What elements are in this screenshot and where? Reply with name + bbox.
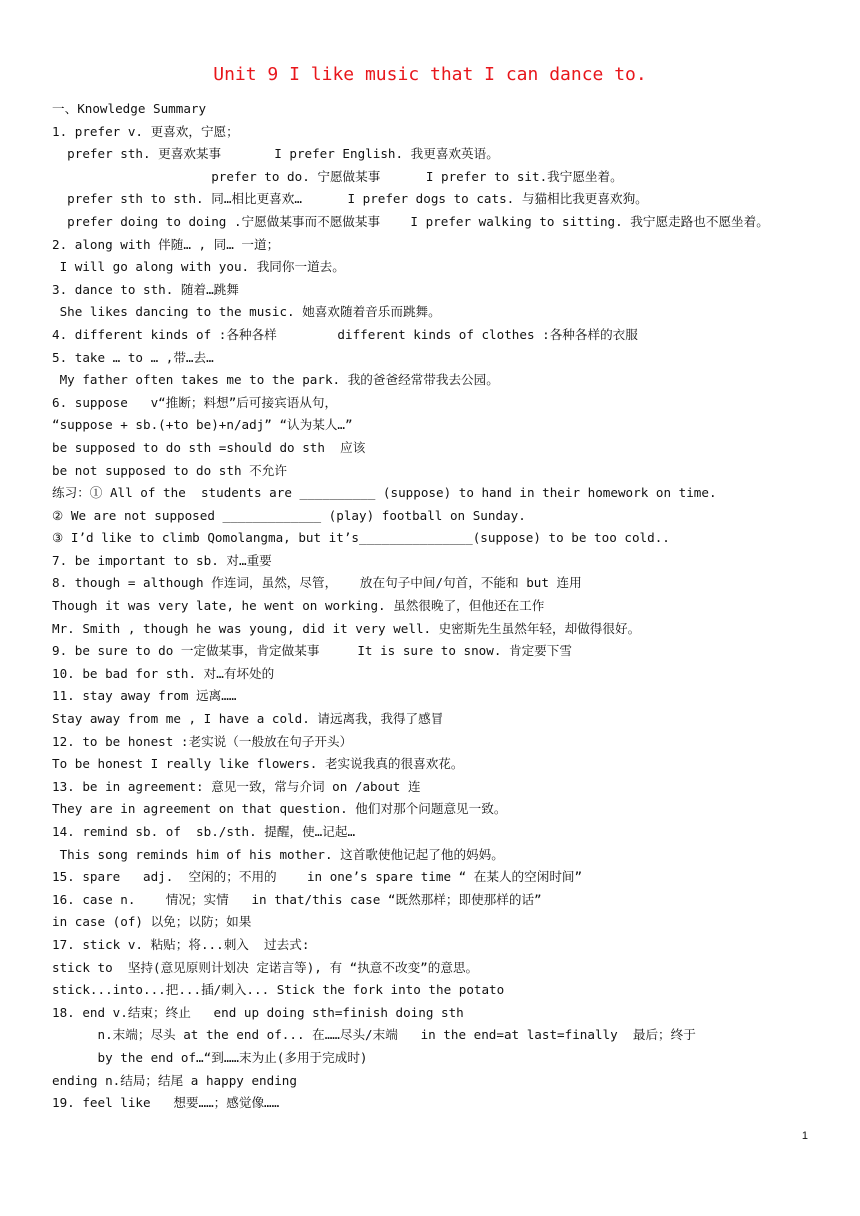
- text-line: in case (of) 以免；以防；如果: [52, 914, 252, 930]
- text-line: 4. different kinds of :各种各样 different kinds of clothes :各种各样的衣服: [52, 326, 638, 342]
- text-line: She likes dancing to the music. 她喜欢随着音乐而跳舞。: [52, 304, 441, 320]
- page-number: 1: [801, 1130, 808, 1142]
- text-line: “suppose + sb.(+to be)+n/adj” “认为某人…”: [52, 417, 353, 433]
- text-line: Though it was very late, he went on working. 虽然很晚了，但他还在工作: [52, 598, 545, 614]
- text-line: ending n.结局；结尾 a happy ending: [52, 1072, 297, 1088]
- text-line: 15. spare adj. 空闲的；不用的 in one’s spare time “ 在某人的空闲时间”: [52, 869, 583, 885]
- exercise-line: ③ I’d like to climb Qomolangma, but it’s_______________(suppose) to be too cold..: [52, 530, 670, 546]
- text-line: I will go along with you. 我同你一道去。: [52, 259, 345, 275]
- text-line: stick...into...把...插/刺入... Stick the fork into the potato: [52, 982, 505, 998]
- text-line: 13. be in agreement: 意见一致，常与介词 on /about 连: [52, 778, 421, 794]
- text-line: My father often takes me to the park. 我的爸爸经常带我去公园。: [52, 372, 499, 388]
- section-heading: 一、Knowledge Summary: [52, 101, 207, 116]
- text-line: 14. remind sb. of sb./sth. 提醒，使…记起…: [52, 824, 356, 839]
- text-line: prefer doing to doing .宁愿做某事而不愿做某事 I prefer walking to sitting. 我宁愿走路也不愿坐着。: [52, 213, 769, 229]
- text-line: This song reminds him of his mother. 这首歌使他记起了他的妈妈。: [52, 846, 504, 862]
- text-line: by the end of…“到……末为止(多用于完成时): [52, 1049, 368, 1065]
- text-line: 3. dance to sth. 随着…跳舞: [52, 281, 239, 297]
- text-line: 17. stick v. 粘贴；将...刺入 过去式:: [52, 936, 310, 952]
- page-title: Unit 9 I like music that I can dance to.: [213, 64, 647, 85]
- text-line: 12. to be honest :老实说（一般放在句子开头）: [52, 733, 353, 749]
- exercise-line: ② We are not supposed _____________ (play) football on Sunday.: [52, 507, 526, 523]
- text-line: 7. be important to sb. 对…重要: [52, 552, 272, 568]
- text-line: 2. along with 伴随… , 同… 一道；: [52, 236, 280, 252]
- text-line: 9. be sure to do 一定做某事，肯定做某事 It is sure to snow. 肯定要下雪: [52, 643, 572, 659]
- text-line: stick to 坚持(意见原则计划决 定诺言等), 有 “执意不改变”的意思。: [52, 959, 479, 975]
- text-line: n.末端；尽头 at the end of... 在……尽头/末端 in the end=at last=finally 最后；终于: [52, 1027, 696, 1043]
- text-line: 18. end v.结束；终止 end up doing sth=finish doing sth: [52, 1004, 464, 1020]
- text-line: 10. be bad for sth. 对…有坏处的: [52, 665, 275, 681]
- text-line: To be honest I really like flowers. 老实说我真的很喜欢花。: [52, 756, 464, 772]
- text-line: 8. though = although 作连词，虽然，尽管， 放在句子中间/句首，不能和 but 连用: [52, 575, 582, 591]
- text-line: 11. stay away from 远离……: [52, 688, 237, 704]
- text-line: prefer sth. 更喜欢某事 I prefer English. 我更喜欢英语。: [52, 146, 499, 162]
- exercise-line: 练习：① All of the students are __________ (suppose) to hand in their homework on time.: [52, 485, 717, 501]
- text-line: 1. prefer v. 更喜欢，宁愿；: [52, 123, 239, 139]
- text-line: They are in agreement on that question. 他们对那个问题意见一致。: [52, 801, 507, 817]
- text-line: prefer sth to sth. 同…相比更喜欢… I prefer dogs to cats. 与猫相比我更喜欢狗。: [52, 191, 648, 207]
- text-line: 16. case n. 情况；实情 in that/this case “既然那样；即使那样的话”: [52, 891, 542, 907]
- knowledge-summary: [52, 98, 842, 1115]
- text-line: be not supposed to do sth 不允许: [52, 462, 287, 478]
- text-line: 19. feel like 想要……；感觉像……: [52, 1095, 280, 1111]
- text-line: be supposed to do sth =should do sth 应该: [52, 439, 366, 455]
- text-line: 5. take … to … ,带…去…: [52, 349, 214, 365]
- text-line: Mr. Smith , though he was young, did it very well. 史密斯先生虽然年轻，却做得很好。: [52, 620, 641, 636]
- text-line: prefer to do. 宁愿做某事 I prefer to sit.我宁愿坐着。: [52, 168, 623, 184]
- text-line: 6. suppose v“推断；料想”后可接宾语从句，: [52, 394, 338, 410]
- text-line: Stay away from me , I have a cold. 请远离我，我得了感冒: [52, 711, 444, 727]
